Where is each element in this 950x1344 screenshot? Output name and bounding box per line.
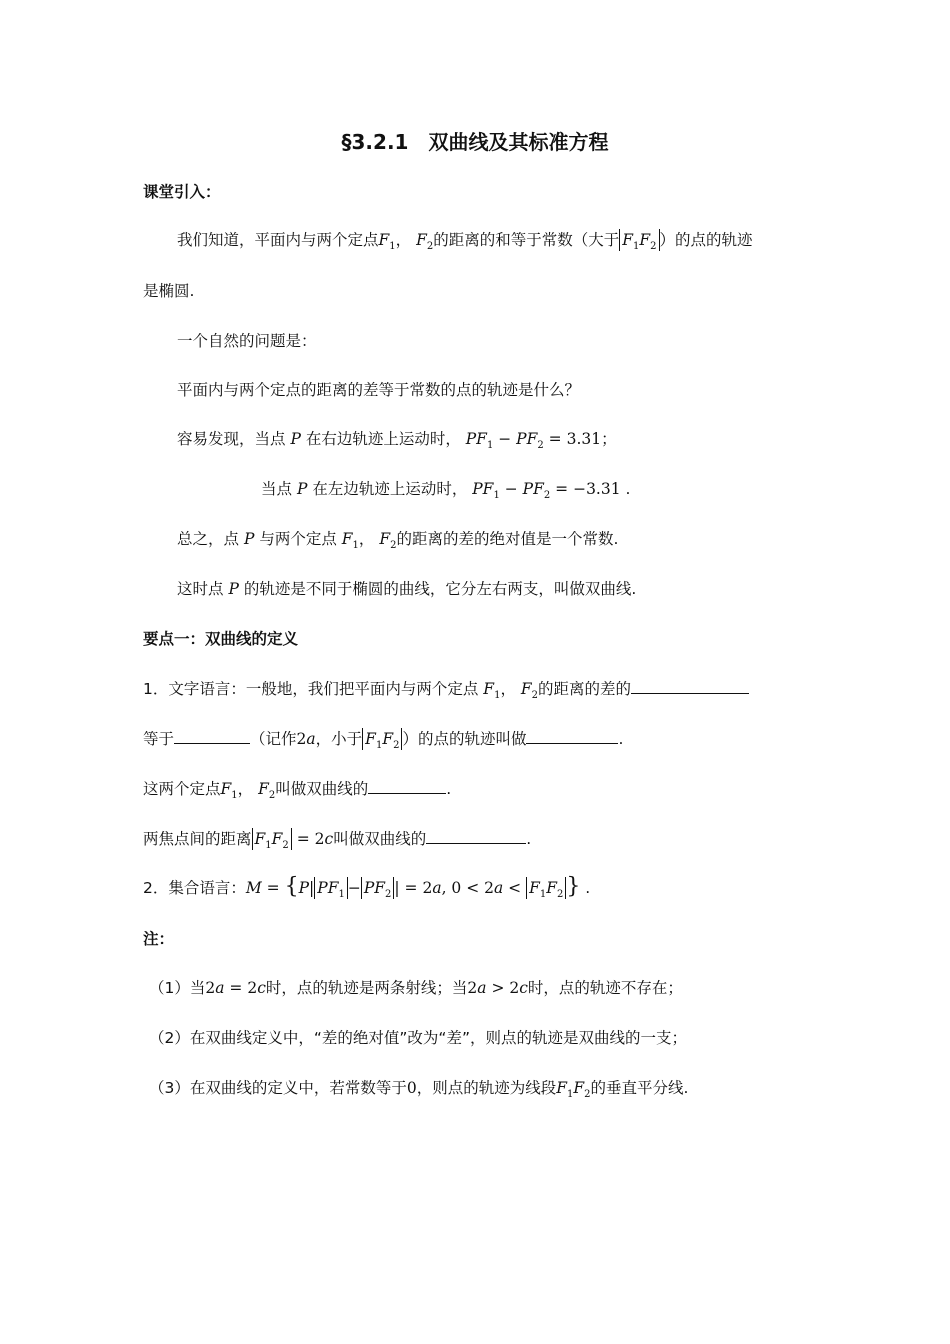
page-title: §3.2.1 双曲线及其标准方程: [341, 130, 609, 154]
intro-paragraph-2: 一个自然的问题是：: [177, 332, 317, 350]
point1-heading: 要点一：双曲线的定义: [143, 630, 299, 648]
intro-paragraph-6: 总之，点 P 与两个定点 $F_1$， $F_2$的距离的差的绝对值是一个常数.: [177, 530, 619, 551]
note-2: （2）在双曲线定义中，“差的绝对值”改为“差”，则点的轨迹是双曲线的一支；: [149, 1029, 687, 1047]
intro-paragraph-1-cont: 是椭圆.: [143, 282, 195, 300]
definition-line-3: 这两个定点$F_1$， $F_2$叫做双曲线的 .: [143, 780, 452, 801]
fill-blank-3: [526, 728, 618, 744]
note-1: （1）当2a = 2c时，点的轨迹是两条射线；当2a > 2c时，点的轨迹不存在；: [149, 979, 683, 997]
intro-paragraph-4: 容易发现，当点 P 在右边轨迹上运动时， $PF_1 - PF_2 = 3.31$；: [177, 430, 617, 451]
intro-paragraph-7: 这时点 P 的轨迹是不同于椭圆的曲线，它分左右两支，叫做双曲线.: [177, 580, 637, 598]
fill-blank-2: [174, 728, 250, 744]
intro-heading: 课堂引入：: [143, 183, 221, 201]
fill-blank-1: [631, 678, 749, 694]
intro-paragraph-1: 我们知道，平面内与两个定点$F_1$， $F_2$的距离的和等于常数（大于 $F_1F_2$ ）的点的轨迹: [177, 231, 753, 252]
definition-line-2: 等于 （记作2a，小于 $F_1F_2$ ）的点的轨迹叫做 .: [143, 730, 624, 751]
intro-paragraph-5: 当点 P 在左边轨迹上运动时， $PF_1 - PF_2 = -3.31$ .: [261, 480, 631, 501]
definition-line-4: 两焦点间的距离 $F_1F_2 = 2c$叫做双曲线的 .: [143, 830, 532, 851]
fill-blank-4: [368, 778, 446, 794]
definition-line-5: 2．集合语言：M = {P| $PF_1 - PF_2$ | = 2a, $0 < 2a < F_1F_2$ } .: [143, 874, 591, 900]
notes-heading: 注：: [143, 930, 175, 948]
definition-line-1: 1．文字语言：一般地，我们把平面内与两个定点 $F_1$， $F_2$的距离的差的: [143, 678, 749, 699]
note-3: （3）在双曲线的定义中，若常数等于0，则点的轨迹为线段$F_1F_2$的垂直平分线.: [149, 1079, 689, 1100]
fill-blank-5: [426, 828, 526, 844]
intro-paragraph-3: 平面内与两个定点的距离的差等于常数的点的轨迹是什么？: [177, 381, 581, 399]
